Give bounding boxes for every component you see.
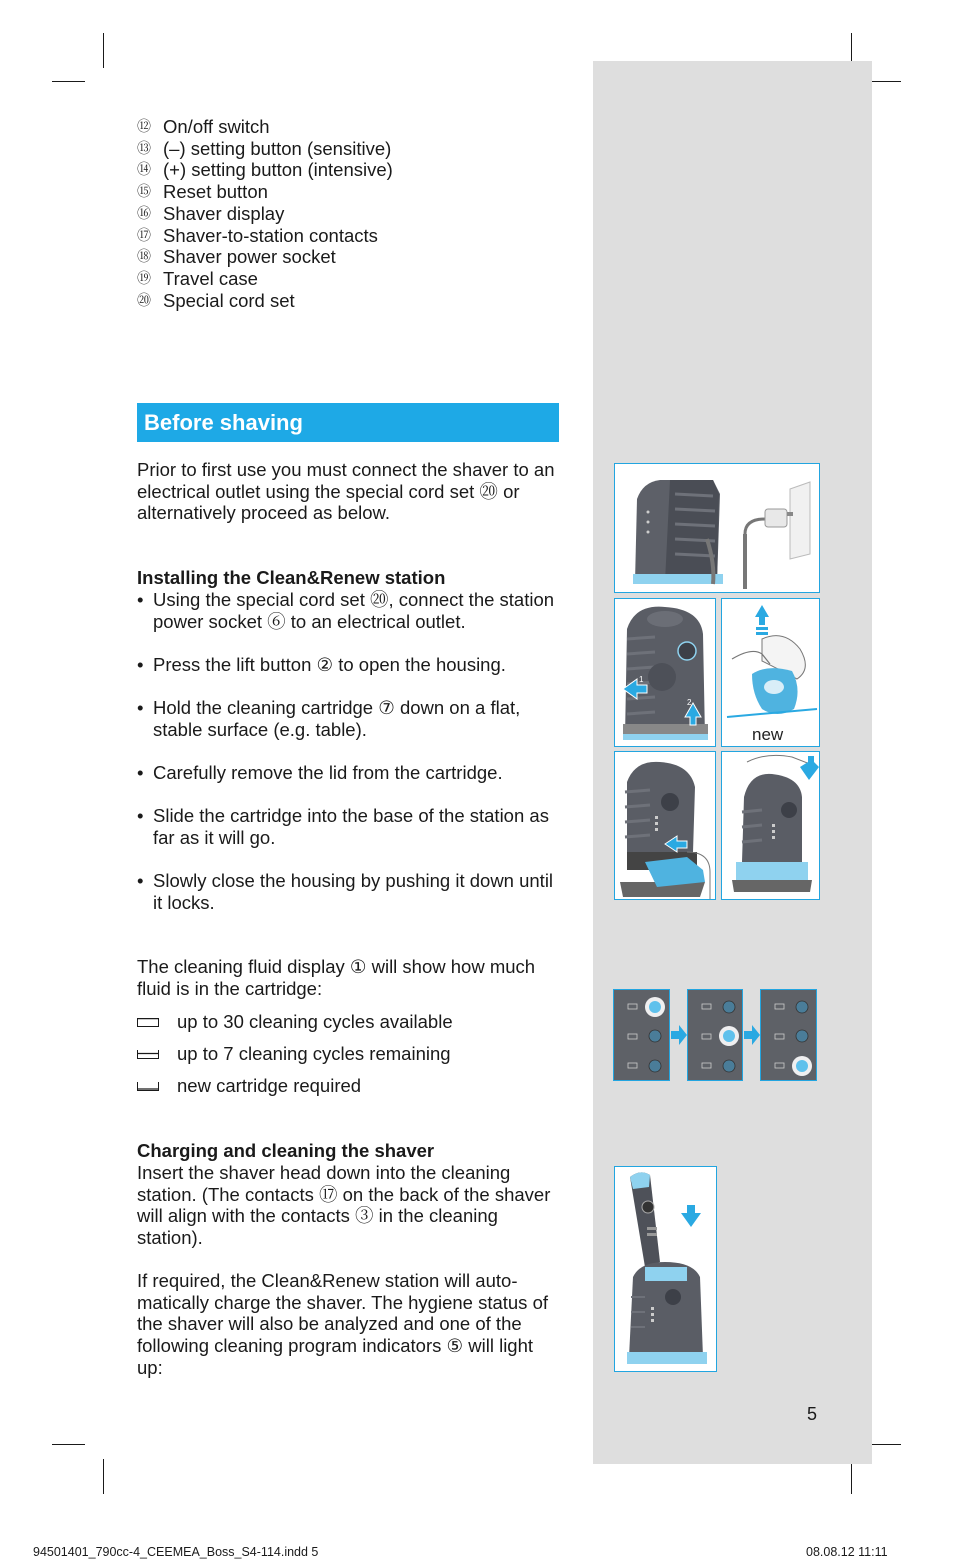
installing-heading: Installing the Clean&Renew station xyxy=(137,567,446,588)
figure-indicator-full xyxy=(613,989,670,1081)
figure-remove-cartridge-lid xyxy=(721,598,820,747)
new-label: new xyxy=(752,725,784,744)
legend-item: ⑱ Shaver power socket xyxy=(137,246,336,268)
full-tank-icon xyxy=(137,1018,159,1027)
empty-tank-icon xyxy=(137,1082,159,1091)
section-heading-bar xyxy=(137,403,559,442)
figure-close-housing xyxy=(721,751,820,900)
figure-station-plugged-in xyxy=(614,463,820,593)
legend-item: ⑬ (–) setting button (sensitive) xyxy=(137,137,392,159)
step-2-label: 2 xyxy=(687,698,692,707)
fluid-display-text: The cleaning fluid display ① will show how much fluid is in the cartridge: xyxy=(137,956,536,999)
charging-paragraph: If required, the Clean&Renew station will auto-matically charge the shaver. The hygiene status of the shaver will also be analyzed and one of the following cleaning program indicators ⑤ will light up: xyxy=(137,1270,549,1378)
footer-timestamp: 08.08.12 11:11 xyxy=(806,1545,888,1559)
legend-item: ⑮ Reset button xyxy=(137,181,268,203)
step-1-label: 1 xyxy=(639,675,644,684)
parts-legend xyxy=(137,116,393,311)
crop-mark xyxy=(52,1444,85,1445)
bullet-item: • Slowly close the housing by pushing it down until it locks. xyxy=(137,870,554,913)
legend-item: ⑫ On/off switch xyxy=(137,116,270,137)
crop-mark xyxy=(103,33,104,68)
bullet-item: • Carefully remove the lid from the cartridge. xyxy=(137,762,503,783)
section-heading: Before shaving xyxy=(144,410,303,435)
legend-item: ⑯ Shaver display xyxy=(137,202,285,224)
figure-indicator-half xyxy=(687,989,743,1081)
bullet-item: • Press the lift button ② to open the housing. xyxy=(137,654,506,675)
crop-mark xyxy=(868,81,901,82)
crop-mark xyxy=(103,1459,104,1494)
intro-paragraph: Prior to first use you must connect the shaver to an electrical outlet using the special cord set ⑳ or alternatively proceed as below. xyxy=(137,459,555,524)
figure-press-lift-button xyxy=(614,598,716,747)
charging-heading: Charging and cleaning the shaver xyxy=(137,1140,435,1161)
legend-item: ⑳ Special cord set xyxy=(137,289,295,311)
figure-shaver-in-station xyxy=(614,1166,717,1372)
footer-file-info: 94501401_790cc-4_CEEMEA_Boss_S4-114.indd 5 xyxy=(33,1545,319,1559)
crop-mark xyxy=(851,1459,852,1494)
crop-mark xyxy=(868,1444,901,1445)
half-tank-icon xyxy=(137,1050,159,1059)
page-number: 5 xyxy=(807,1404,818,1424)
legend-item: ⑭ (+) setting button (intensive) xyxy=(137,159,393,181)
arrow-right-icon xyxy=(744,1025,760,1045)
bullet-item: • Using the special cord set ⑳, connect the station power socket ⑥ to an electrical outlet. xyxy=(137,589,555,632)
bullet-item: • Hold the cleaning cartridge ⑦ down on a flat, stable surface (e.g. table). xyxy=(137,697,521,740)
figure-indicator-empty xyxy=(760,989,817,1081)
legend-item: ⑰ Shaver-to-station contacts xyxy=(137,224,378,246)
legend-item: ⑲ Travel case xyxy=(137,267,258,289)
figure-slide-cartridge xyxy=(614,751,716,900)
crop-mark xyxy=(52,81,85,82)
arrow-right-icon xyxy=(671,1025,687,1045)
charging-paragraph: Insert the shaver head down into the cleaning station. (The contacts ⑰ on the back of the shaver will align with the contacts ③ in the cleaning station). xyxy=(137,1162,551,1249)
bullet-item: • Slide the cartridge into the base of the station as far as it will go. xyxy=(137,805,549,848)
